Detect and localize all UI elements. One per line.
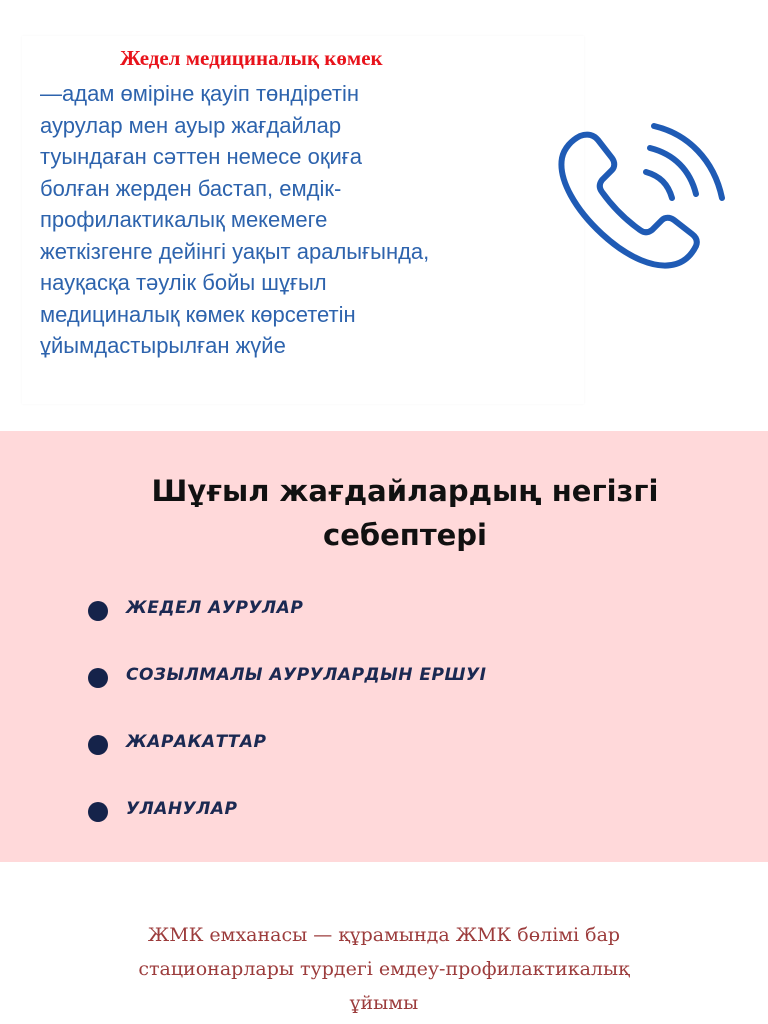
causes-section [0, 431, 768, 862]
phone-call-icon [550, 118, 730, 278]
heading-line: Шұғыл жағдайлардың негізгі [151, 474, 659, 508]
cause-label: СОЗЫЛМАЛЫ АУРУЛАРДЫН ЕРШУІ [126, 665, 487, 685]
bullet-icon [88, 668, 108, 688]
definition-title: Жедел медициналық көмек [120, 46, 383, 70]
definition-line: —адам өміріне қауіп төндіретін [40, 81, 359, 106]
definition-line: профилактикалық мекемеге [40, 207, 328, 232]
definition-line: медициналық көмек көрсететін [40, 301, 356, 327]
footer-line: ЖМК емханасы — құрамында ЖМК бөлімі бар [147, 924, 621, 946]
heading-line: себептері [323, 518, 487, 552]
bullet-icon [88, 802, 108, 822]
footer-line: стационарлары турдегі емдеу-профилактикалық [138, 958, 630, 980]
bullet-icon [88, 735, 108, 755]
definition-line: науқасқа тәулік бойы шұғыл [40, 270, 327, 295]
definition-line: жеткізгенге дейінгі уақыт аралығында, [40, 238, 430, 264]
definition-line: болған жерден бастап, емдік- [40, 175, 342, 201]
definition-text [40, 78, 580, 362]
bullet-icon [88, 601, 108, 621]
definition-card [22, 36, 584, 404]
cause-label: ЖЕДЕЛ АУРУЛАР [126, 598, 304, 618]
cause-label: ЖАРАКАТТАР [126, 732, 267, 752]
definition-line: туындаған сәттен немесе оқиға [40, 144, 363, 169]
definition-line: ұйымдастырылған жүйе [40, 333, 286, 358]
footer-definition [0, 918, 768, 1020]
causes-heading [0, 469, 768, 557]
cause-label: УЛАНУЛАР [126, 799, 238, 819]
definition-line: аурулар мен ауыр жағдайлар [40, 112, 342, 138]
footer-line: ұйымы [349, 992, 419, 1014]
